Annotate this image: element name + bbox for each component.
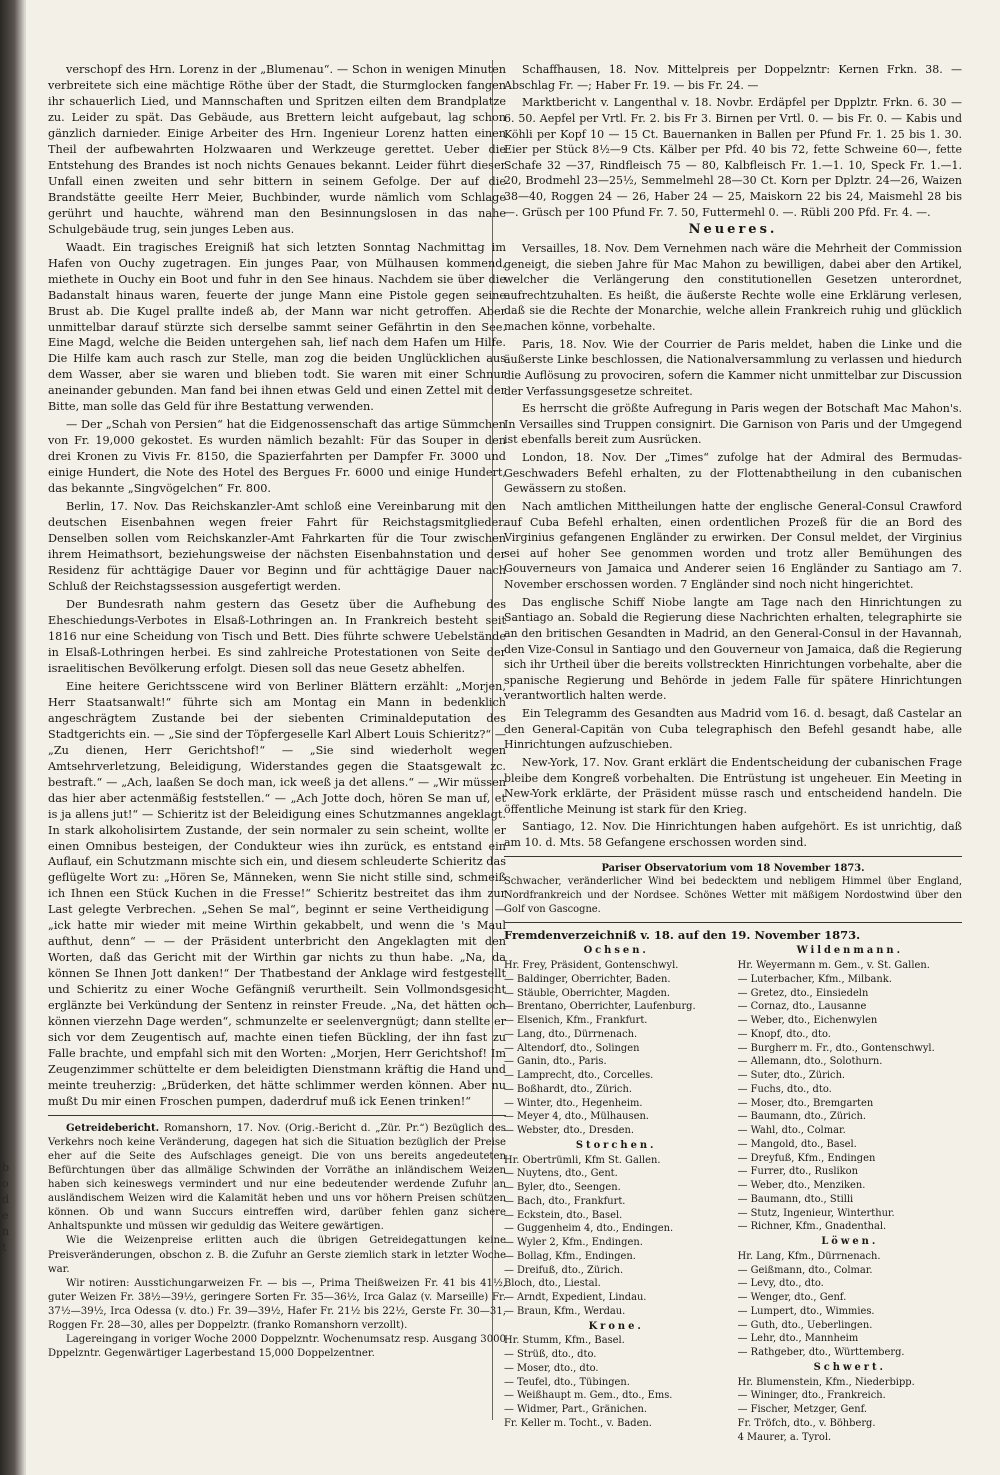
guest-entry: Fr. Keller m. Tocht., v. Baden. [504, 1417, 652, 1429]
guest-entry: — Teufel, dto., Tübingen. [504, 1376, 630, 1388]
market-langenthal: Marktbericht v. Langenthal v. 18. Novbr. Erdäpfel per Dpplztr. Frkn. 6. 30 — 6. 50. Aepfel per Vrtl. Fr. 2. bis Fr 3. Birnen per Vrtl. 0. — bis Fr. 0. — Kabis und Köhli per Kopf 10 — 15 Ct. Bauernanken in Ballen per Pfund Fr. 1. 25 bis 1. 30. Eier per Stück 8½—9 Cts. Kälber per Pfd. 40 bis 72, fette Schweine 60—, fette Schafe 32 —37, Rindfleisch 75 — 80, Kalbfleisch Fr. 1.—1. 10, Speck Fr. 1.—1. 20, Brodmehl 23—25½, Semmelmehl 28—30 Ct. Korn per Dplztr. 24—26, Waizen 38—40, Roggen 24 — 26, Haber 24 — 25, Maiskorn 22 bis 24, Maismehl 28 bis —. Grüsch per 100 Pfund Fr. 7. 50, Futtermehl 0. —. Rübli 200 Pfd. Fr. 4. —. [504, 96, 962, 219]
guest-entry: — Geißmann, dto., Colmar. [737, 1264, 873, 1276]
guest-entry: — Webster, dto., Dresden. [504, 1125, 635, 1136]
guest-entry: — Strüß, dto., dto. [504, 1349, 597, 1360]
guest-entry: — Brentano, Oberrichter, Laufenburg. [504, 1001, 696, 1013]
guest-entry: Bloch, dto., Liestal. [504, 1278, 601, 1290]
guest-entry: — Allemann, dto., Solothurn. [737, 1056, 883, 1068]
news-paragraph: Versailles, 18. Nov. Dem Vernehmen nach wäre die Mehrheit der Commission geneigt, die sieben Jahre für Mac Mahon zu bewilligen, dabei aber den Artikel, welcher die Verlängerung den constitutionellen Gesetzen unterordnet, aufrechtzuhalten. Es heißt, die äußerste Rechte wolle eine Erklärung verlesen, daß sie die Rechte der Monarchie, welche allein Frankreich ruhig und glücklich machen könne, vorbehalte. [504, 241, 962, 333]
hotel-name: Storchen. [575, 1139, 657, 1151]
guest-entry: — Guth, dto., Ueberlingen. [737, 1319, 873, 1331]
guest-entry: Hr. Blumenstein, Kfm., Niederbipp. [737, 1376, 915, 1388]
hotel-name: Krone. [588, 1320, 644, 1332]
article-paragraph: Waadt. Ein tragisches Ereigniß hat sich letzten Sonntag Nachmittag im Hafen von Ouchy zugetragen. Ein junges Paar, von Mülhausen kommend, miethete in Ouchy ein Boot und fuhr in den See hinaus. Nachdem sie über die Badanstalt hinaus waren, feuerte der junge Mann eine Pistole gegen seine Brust ab. Die Kugel prallte indeß ab, der Mann war nicht getroffen. Aber unmittelbar darauf stürzte sich derselbe sammt seiner Gefährtin in den See. Eine Magd, welche die Beiden untergehen sah, lief nach dem Hafen um Hilfe. Die Hilfe kam auch rasch zur Stelle, man zog die beiden Unglücklichen aus dem Wasser, aber sie waren und blieben todt. Sie waren mit einer Schnur aneinander gebunden. Man fand bei ihnen etwas Geld und einen Zettel mit der Bitte, man solle das Geld für ihre Bestattung verwenden. [48, 240, 506, 414]
guest-entry: — Burgherr m. Fr., dto., Gontenschwyl. [737, 1042, 935, 1054]
news-paragraph: Nach amtlichen Mittheilungen hatte der englische General-Consul Crawford auf Cuba Befehl erhalten, einen ordentlichen Prozeß für die an Bord des Virginius gefangenen Engländer zu erwirken. Der Consul meldet, der Virginius sei auf hoher See genommen worden und trotz aller Bemühungen des Gouverneurs von Jamaica und Anderer seien 16 Engländer zu Santiago am 7. November erschossen worden. 7 Engländer sind noch nicht hingerichtet. [504, 499, 962, 591]
guest-entry: — Suter, dto., Zürich. [737, 1070, 846, 1081]
hotel-name: Wildenmann. [796, 945, 904, 957]
guest-entry: Hr. Stumm, Kfm., Basel. [504, 1335, 625, 1347]
section-rule [48, 1115, 506, 1116]
news-paragraph: Paris, 18. Nov. Wie der Courrier de Paris meldet, haben die Linke und die äußerste Linke beschlossen, die Nationalversammlung zu verlassen und hiedurch die Auflösung zu provociren, sofern die Kammer nicht unmittelbar zur Discussion der Verfassungsgesetze schreitet. [504, 337, 962, 398]
guest-entry: — Wininger, dto., Frankreich. [737, 1390, 886, 1402]
guest-entry: — Braun, Kfm., Werdau. [504, 1305, 626, 1317]
hotel-name: Löwen. [821, 1236, 879, 1247]
hotel-name: Ochsen. [583, 945, 649, 957]
news-paragraph: London, 18. Nov. Der „Times“ zufolge hat der Admiral des Bermudas-Geschwaders Befehl erhalten, zu der Flottenabtheilung in den cubanischen Gewässern zu stoßen. [504, 451, 962, 496]
section-rule [504, 922, 962, 923]
guest-entry: — Fischer, Metzger, Genf. [737, 1404, 868, 1415]
observatory-text: Schwacher, veränderlicher Wind bei bedecktem und nebligem Himmel über England, Nordfrankreich und der Nordsee. Schönes Wetter mit mäßigem Nordostwind über den Golf von Gascogne. [504, 876, 962, 915]
getreide-p3: Lagereingang in voriger Woche 2000 Doppelzntr. Wochenumsatz resp. Ausgang 3000 Dppelzntr. Gegenwärtiger Lagerbestand 15,000 Doppelzentner. [48, 1333, 506, 1359]
getreide-p2: Wir notiren: Ausstichungarweizen Fr. — bis —, Prima Theißweizen Fr. 41 bis 41½, guter Weizen Fr. 38½—39½, geringere Sorten Fr. 35—36½, Irca Galaz (v. Marseille) Fr. 37½—39½, Irca Odessa (v. dto.) Fr. 39—39½, Hafer Fr. 21½ bis 22½, Gerste Fr. 30—31, Roggen Fr. 28—30, alles per Doppelztr. (franko Romanshorn verzollt). [48, 1277, 506, 1331]
guest-entry: — Moser, dto., Bremgarten [737, 1097, 874, 1109]
guest-entry: — Knopf, dto., dto. [737, 1028, 831, 1040]
article-paragraph: Eine heitere Gerichtsscene wird von Berliner Blättern erzählt: „Morjen, Herr Staatsanwalt!“ führte sich am Montag ein Mann in bedenklich angeschrägtem Zustande bei der siebenten Criminaldeputation des Stadtgerichts ein. — „Sie sind der Töpfergeselle Karl Albert Louis Schieritz?“ — „Zu dienen, Herr Gerichtshof!“ — „Sie sind wiederholt wegen Amtsehrverletzung, Beleidigung, Widerstandes gegen die Staatsgewalt zc. bestraft.“ — „Ach, laaßen Se doch man, ick weeß ja det allens.“ — „Wir müssen das hier aber actenmäßig feststellen.“ — „Ach Jotte doch, hören Se man uf, et is ja allens jut!“ — Schieritz ist der Beleidigung eines Schutzmannes angeklagt. In stark alkoholisirtem Zustande, der sein normaler zu sein scheint, wollte er einen Omnibus besteigen, der Condukteur wies ihn zurück, es entstand ein Auflauf, ein Schutzmann mischte sich ein, und diesem schleuderte Schieritz das geflügelte Wort zu: „Hören Se, Männeken, wenn Sie nicht stille sind, schmeiß ich Ihnen een Stück Kuchen in die Fresse!“ Schieritz bestreitet das ihm zur Last gelegte Verbrechen. „Sehen Se mal“, beginnt er seine Vertheidigung — „ick hatte mir wieder mit meine Wirthin gekabbelt, und wenn die 's Maul aufthut, denn“ — — der Präsident unterbricht den Angeklagten mit den Worten, daß das Gericht mit der Wirthin gar nichts zu thun habe. „Na, da können Se Ihnen Jott danken!“ Der Thatbestand der Anklage wird festgestellt und Schieritz zu einer Woche Gefängniß verurtheilt. Sein Vollmondsgesicht erglänzte bei Verkündung der Sentenz in reinster Freude. „Na, det hätten och können vierzehn Dage werden“, schmunzelte er seelenvergnügt; dann stellte er sich vor dem Zeugentisch auf, machte einen tiefen Bückling, der ihn fast zu Falle brachte, und empfahl sich mit den Worten: „Morjen, Herr Gerichtshof! Im Zeugenzimmer schüttelte er dem beleidigten Dienstmann kräftig die Hand und meinte treuherzig: „Brüderken, det hätte schlimmer werden können. Aber nu mußt Du mir einen Froschen pumpen, daderdruf muß ick Eenen trinken!“ [48, 679, 506, 1108]
guest-entry: — Rathgeber, dto., Württemberg. [737, 1347, 905, 1358]
guest-entry: — Lamprecht, dto., Corcelles. [504, 1070, 654, 1081]
guest-entry: — Wahl, dto., Colmar. [737, 1125, 846, 1136]
guest-entry: Hr. Frey, Präsident, Gontenschwyl. [504, 960, 679, 971]
guest-col-right [738, 943, 962, 1444]
article-paragraph: verschopf des Hrn. Lorenz in der „Blumenau“. — Schon in wenigen Minuten verbreitete sich eine mächtige Röthe über der Stadt, die Sturmglocken fangen ihr schauerlich Lied, und Mannschaften und Spritzen eilten dem Brandplatze zu. Leider zu spät. Das Gebäude, aus Brettern leicht aufgebaut, lag schon gänzlich darnieder. Einige Arbeiter des Hrn. Ingenieur Lorenz hatten einen Theil der aufbewahrten Holzwaaren und Werkzeuge gerettet. Ueber die Entstehung des Brandes ist noch nichts Genaues bekannt. Leider führt dieser Unfall einen zweiten und sehr bittern in seinem Gefolge. Der auf die Brandstätte geeilte Herr Meier, Buchbinder, wurde nämlich vom Schlage gerührt und hauchte, während man den Besinnungslosen in das nahe Schulgebäude trug, sein junges Leben aus. [48, 63, 506, 236]
guest-entry: — Bach, dto., Frankfurt. [504, 1195, 626, 1207]
guest-entry: — Moser, dto., dto. [504, 1362, 599, 1374]
guest-entry: — Furrer, dto., Ruslikon [737, 1166, 858, 1178]
guest-entry: — Winter, dto., Hegenheim. [504, 1097, 643, 1109]
edge-letters [2, 1160, 9, 1256]
guest-entry: — Elsenich, Kfm., Frankfurt. [504, 1015, 648, 1026]
getreide-section [48, 1121, 506, 1361]
guest-entry: — Lang, dto., Dürrnenach. [504, 1028, 638, 1040]
edge-letter: d [2, 1193, 10, 1206]
guest-entry: — Weber, dto., Eichenwylen [737, 1015, 878, 1026]
guest-entry: — Stäuble, Oberrichter, Magden. [504, 987, 671, 999]
news-paragraph: Ein Telegramm des Gesandten aus Madrid vom 16. d. besagt, daß Castelar an den General-Capitän von Cuba telegraphisch den Befehl gesandt habe, alle Hinrichtungen aufzuschieben. [504, 707, 962, 752]
guest-entry: — Ganin, dto., Paris. [504, 1056, 607, 1068]
edge-letter: o [2, 1177, 9, 1190]
getreide-p0: Romanshorn, 17. Nov. (Orig.-Bericht d. „Zür. Pr.“) Bezüglich des Verkehrs noch keine Veränderung, dagegen hat sich die Situation bezüglich der Preise eher auf die Seite des Aufschlages geneigt. Die von uns bereits angedeuteten Befürchtungen über das allmälige Schwinden der Vorräthe an inländischem Weizen haben sich keineswegs vermindert und nur eine bedeutender werdende Zufuhr an ausländischem Weizen wird die Kalamität heben und uns vor höhern Preisen schützen können. Ob und wann Succurs eintreffen wird, darüber fehlen ganz sichere Anhaltspunkte und müssen wir geduldig das Weitere gewärtigen. [48, 1122, 506, 1233]
hotel-name: Schwert. [813, 1361, 886, 1373]
article-paragraph: Der Bundesrath nahm gestern das Gesetz über die Aufhebung des Eheschiedungs-Verbotes in Elsaß-Lothringen an. In Frankreich besteht seit 1816 nur eine Scheidung von Tisch und Bett. Dies führte schwere Uebelstände in Elsaß-Lothringen herbei. Es sind zahlreiche Protestationen von Seite der israelitischen Bevölkerung erfolgt. Diesen soll das neue Gesetz abhelfen. [48, 597, 506, 675]
news-paragraph: Das englische Schiff Niobe langte am Tage nach den Hinrichtungen zu Santiago an. Sobald die Regierung diese Nachrichten erhalten, telegraphirte sie an den britischen Gesandten in Madrid, an den General-Consul in der Havannah, den Vize-Consul in Santiago und den Gouverneur von Jamaica, daß die Regierung sich ihr Urtheil über die bereits vollstreckten Hinrichtungen vorbehalte, aber die spanische Regierung und Behörde in jedem Falle für spätere Hinrichtungen verantwortlich halten werde. [504, 595, 962, 703]
section-rule [504, 856, 962, 857]
news-paragraph: New-York, 17. Nov. Grant erklärt die Endentscheidung der cubanischen Frage bleibe dem Kongreß vorbehalten. Die Entrüstung ist ungeheuer. Ein Meeting in New-York erklärte, der Präsident müsse rasch und entscheidend handeln. Die öffentliche Meinung ist stark für den Krieg. [504, 755, 962, 816]
guest-entry: — Richner, Kfm., Gnadenthal. [737, 1221, 887, 1233]
guest-col-left [504, 943, 728, 1444]
guest-entry: — Bollag, Kfm., Endingen. [504, 1250, 636, 1262]
guest-entry: — Dreifuß, dto., Zürich. [504, 1264, 624, 1276]
neueres-heading: Neueres. [688, 222, 778, 238]
guest-list [504, 943, 962, 1444]
guest-entry: — Widmer, Part., Gränichen. [504, 1404, 648, 1415]
guest-entry: — Stutz, Ingenieur, Winterthur. [737, 1207, 895, 1219]
guest-entry: Hr. Lang, Kfm., Dürrnenach. [737, 1250, 881, 1262]
guest-entry: — Lehr, dto., Mannheim [737, 1333, 859, 1345]
guest-entry: — Weber, dto., Menziken. [737, 1180, 866, 1191]
guest-entry: — Baldinger, Oberrichter, Baden. [504, 973, 671, 985]
guest-entry: — Lumpert, dto., Wimmies. [737, 1305, 875, 1317]
edge-letter: e [2, 1209, 9, 1222]
news-paragraph: Es herrscht die größte Aufregung in Paris wegen der Botschaft Mac Mahon's. In Versailles sind Truppen consignirt. Die Garnison von Paris und der Umgegend ist ebenfalls bereit zum Ausrücken. [504, 402, 962, 447]
fremden-title: Fremdenverzeichniß v. 18. auf den 19. November 1873. [504, 927, 861, 942]
right-paragraphs [504, 241, 962, 851]
guest-entry: — Baumann, dto., Stilli [737, 1193, 854, 1205]
market-schaffhausen: Schaffhausen, 18. Nov. Mittelpreis per Doppelzntr: Kernen Frkn. 38. — Abschlag Fr. —; Haber Fr. 19. — bis Fr. 24. — [504, 63, 962, 92]
edge-letter: t [2, 1241, 7, 1254]
guest-entry: — Fuchs, dto., dto. [737, 1083, 832, 1095]
guest-entry: — Mangold, dto., Basel. [737, 1138, 857, 1150]
edge-letter: n [2, 1225, 10, 1238]
article-paragraph: — Der „Schah von Persien“ hat die Eidgenossenschaft das artige Sümmchen von Fr. 19,000 gekostet. Es wurden nämlich bezahlt: Für das Souper in den drei Kronen zu Vivis Fr. 8150, die Spazierfahrten per Dampfer Fr. 3000 und einige Hundert, die Note des Hotel des Bergues Fr. 6000 und einige Hundert, das bekannte „Singvögelchen“ Fr. 800. [48, 418, 506, 496]
left-paragraphs [48, 62, 506, 1110]
guest-entry: Fr. Tröfch, dto., v. Böhberg. [737, 1417, 876, 1429]
guest-entry: — Gretez, dto., Einsiedeln [737, 987, 869, 999]
edge-letter: b [2, 1161, 10, 1174]
observatory [504, 862, 962, 917]
newspaper-page [26, 0, 1000, 1475]
guest-entry: — Guggenheim 4, dto., Endingen. [504, 1223, 674, 1235]
guest-entry: — Byler, dto., Seengen. [504, 1182, 621, 1193]
guest-entry: — Dreyfuß, Kfm., Endingen [737, 1152, 876, 1164]
guest-entry: — Cornaz, dto., Lausanne [737, 1001, 867, 1013]
news-paragraph: Santiago, 12. Nov. Die Hinrichtungen haben aufgehört. Es ist unrichtig, daß am 10. d. Mts. 58 Gefangene erschossen worden sind. [504, 820, 962, 849]
guest-entry: Hr. Obertrümli, Kfm St. Gallen. [504, 1154, 661, 1166]
guest-entry: — Eckstein, dto., Basel. [504, 1209, 623, 1221]
guest-entry: — Luterbacher, Kfm., Milbank. [737, 973, 892, 985]
guest-entry: — Levy, dto., dto. [737, 1278, 824, 1290]
guest-entry: — Arndt, Expedient, Lindau. [504, 1292, 647, 1303]
right-column [504, 62, 962, 1444]
guest-entry: — Altendorf, dto., Solingen [504, 1042, 640, 1054]
article-paragraph: Berlin, 17. Nov. Das Reichskanzler-Amt schloß eine Vereinbarung mit den deutschen Eisenbahnen wegen freier Fahrt für Reichstagsmitglieder. Denselben sollen vom Reichskanzler-Amt Fahrkarten für die Tour zwischen ihrem Heimathsort, beziehungsweise der nächsten Eisenbahnstation und der Residenz für achttägige Dauer vor Beginn und für achttägige Dauer nach Schluß der Reichstagssession ausgefertigt werden. [48, 500, 506, 593]
guest-entry: — Baumann, dto., Zürich. [737, 1111, 866, 1123]
getreide-p1: Wie die Weizenpreise erlitten auch die übrigen Getreidegattungen keine Preisveränderungen, obschon z. B. die Zufuhr an Gerste ziemlich stark in letzter Woche war. [48, 1235, 506, 1275]
guest-entry: — Wenger, dto., Genf. [737, 1292, 847, 1303]
guest-entry: 4 Maurer, a. Tyrol. [737, 1431, 832, 1443]
guest-entry: Hr. Weyermann m. Gem., v. St. Gallen. [737, 960, 930, 971]
guest-entry: — Nuytens, dto., Gent. [504, 1168, 618, 1180]
getreide-title: Getreidebericht. [66, 1121, 160, 1134]
left-column [48, 62, 506, 1361]
guest-entry: — Wyler 2, Kfm., Endingen. [504, 1237, 643, 1248]
observatory-title: Pariser Observatorium vom 18 November 1873. [601, 862, 865, 874]
guest-entry: — Boßhardt, dto., Zürich. [504, 1083, 632, 1095]
guest-entry: — Meyer 4, dto., Mülhausen. [504, 1111, 649, 1123]
guest-entry: — Weißhaupt m. Gem., dto., Ems. [504, 1390, 673, 1402]
